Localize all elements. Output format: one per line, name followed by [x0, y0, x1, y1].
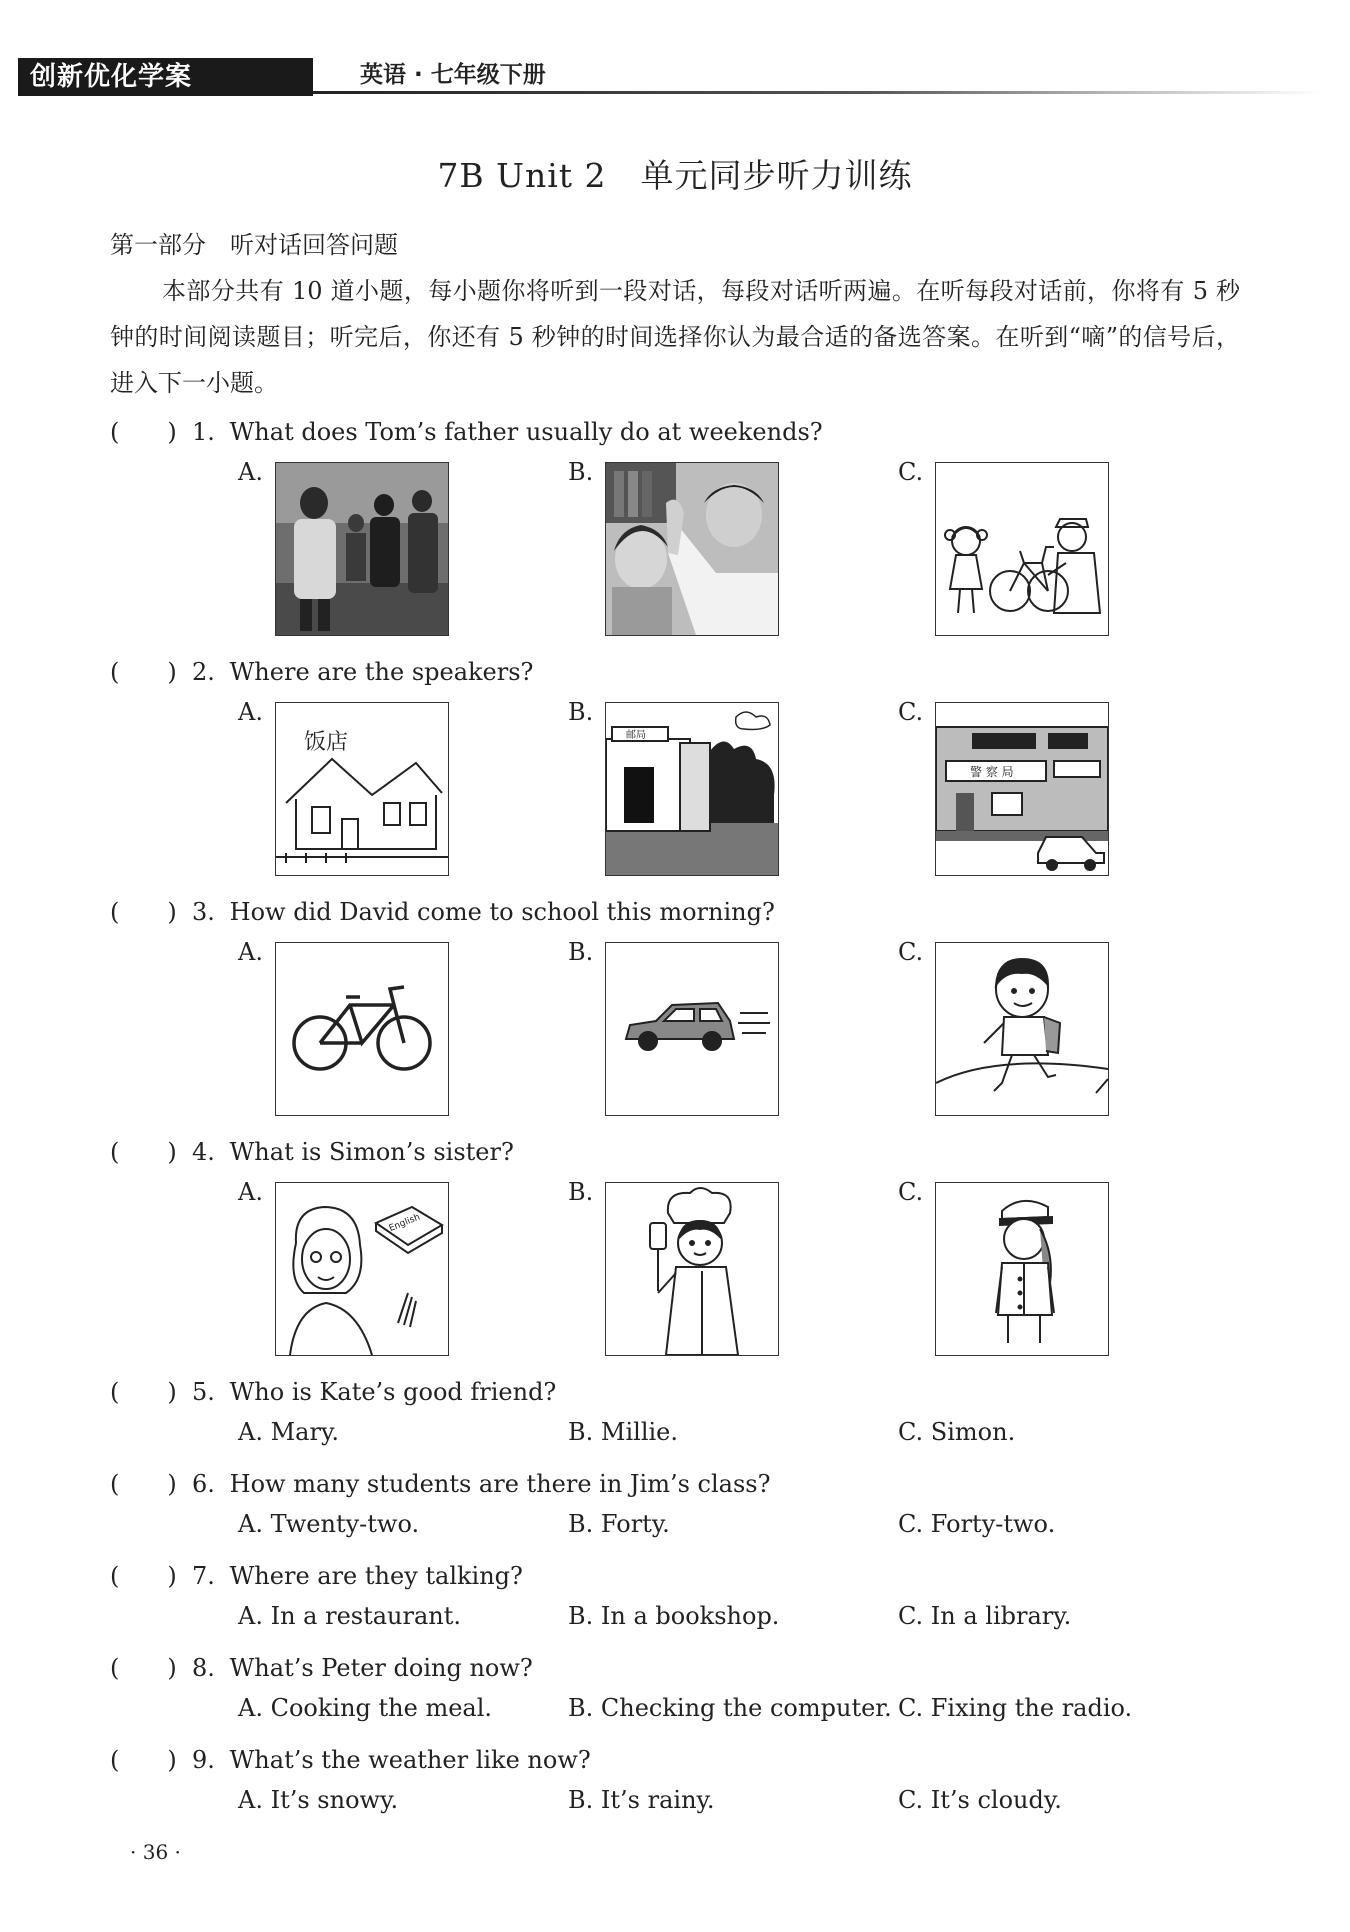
option-image-a[interactable]: [275, 462, 449, 636]
question-2: [110, 652, 533, 687]
post-office-icon: [606, 703, 778, 875]
option-label: B.: [568, 1178, 594, 1206]
choice-c[interactable]: C. Fixing the radio.: [898, 1694, 1133, 1722]
choice-a[interactable]: A. Mary.: [238, 1418, 339, 1446]
question-1: [110, 412, 823, 447]
question-number: 7.: [192, 1562, 215, 1590]
answer-blank[interactable]: ( ): [110, 898, 177, 926]
svg-text:警 察 局: 警 察 局: [970, 765, 1014, 779]
option-image-c[interactable]: [935, 1182, 1109, 1356]
instructions: 本部分共有 10 道小题，每小题你将听到一段对话，每段对话听两遍。在听每段对话前，你将有 5 秒钟的时间阅读题目；听完后，你还有 5 秒钟的时间选择你认为最合适的备选答案。在听到“嘀”的信号后，进入下一小题。: [110, 277, 1240, 397]
choice-c[interactable]: C. Forty-two.: [898, 1510, 1056, 1538]
header-rule: [313, 91, 1323, 94]
people-walking-photo-icon: [276, 463, 448, 635]
question-number: 4.: [192, 1138, 215, 1166]
option-label: B.: [568, 938, 594, 966]
svg-text:邮局: 邮局: [626, 730, 646, 741]
option-label: B.: [568, 458, 594, 486]
option-label: C.: [898, 698, 924, 726]
question-5: [110, 1372, 556, 1407]
question-9: [110, 1740, 591, 1775]
hotel-house-icon: [276, 703, 448, 875]
question-number: 1.: [192, 418, 215, 446]
bicycle-icon: [276, 943, 448, 1115]
answer-blank[interactable]: ( ): [110, 1470, 177, 1498]
choice-b[interactable]: B. Checking the computer.: [568, 1694, 892, 1722]
choice-a[interactable]: A. Cooking the meal.: [238, 1694, 493, 1722]
question-text: How did David come to school this morning?: [229, 898, 775, 926]
page-number: · 36 ·: [130, 1840, 181, 1864]
choice-b[interactable]: B. Millie.: [568, 1418, 679, 1446]
question-text: What’s Peter doing now?: [229, 1654, 533, 1682]
question-number: 5.: [192, 1378, 215, 1406]
question-4: [110, 1132, 514, 1167]
question-6: [110, 1464, 770, 1499]
question-text: How many students are there in Jim’s class?: [229, 1470, 771, 1498]
option-image-b[interactable]: [605, 1182, 779, 1356]
option-image-a[interactable]: [275, 702, 449, 876]
choice-c[interactable]: C. Simon.: [898, 1418, 1016, 1446]
choice-a[interactable]: A. Twenty-two.: [238, 1510, 420, 1538]
answer-blank[interactable]: ( ): [110, 1378, 177, 1406]
subject-label: 英语 · 七年级下册: [360, 62, 546, 88]
option-label: C.: [898, 1178, 924, 1206]
option-label: C.: [898, 938, 924, 966]
question-number: 3.: [192, 898, 215, 926]
cook-icon: [606, 1183, 778, 1355]
option-label: A.: [238, 1178, 263, 1206]
question-text: Who is Kate’s good friend?: [229, 1378, 557, 1406]
option-image-b[interactable]: [605, 462, 779, 636]
option-image-b[interactable]: [605, 942, 779, 1116]
choice-a[interactable]: A. In a restaurant.: [238, 1602, 462, 1630]
svg-text:饭店: 饭店: [304, 730, 349, 755]
teacher-woman-icon: [276, 1183, 448, 1355]
question-number: 8.: [192, 1654, 215, 1682]
option-image-c[interactable]: [935, 702, 1109, 876]
question-7: [110, 1556, 523, 1591]
svg-text:English: English: [387, 1212, 422, 1234]
question-text: What’s the weather like now?: [229, 1746, 591, 1774]
girl-bike-man-icon: [936, 463, 1108, 635]
police-officer-icon: [936, 1183, 1108, 1355]
choice-b[interactable]: B. Forty.: [568, 1510, 670, 1538]
teacher-and-student-photo-icon: [606, 463, 778, 635]
question-number: 9.: [192, 1746, 215, 1774]
question-text: Where are the speakers?: [229, 658, 534, 686]
answer-blank[interactable]: ( ): [110, 418, 177, 446]
boy-walking-icon: [936, 943, 1108, 1115]
answer-blank[interactable]: ( ): [110, 1562, 177, 1590]
question-8: [110, 1648, 533, 1683]
option-label: A.: [238, 698, 263, 726]
choice-a[interactable]: A. It’s snowy.: [238, 1786, 399, 1814]
option-image-a[interactable]: [275, 1182, 449, 1356]
answer-blank[interactable]: ( ): [110, 658, 177, 686]
choice-c[interactable]: C. It’s cloudy.: [898, 1786, 1062, 1814]
option-label: A.: [238, 458, 263, 486]
car-icon: [606, 943, 778, 1115]
option-image-b[interactable]: [605, 702, 779, 876]
question-text: What does Tom’s father usually do at weekends?: [229, 418, 823, 446]
option-label: A.: [238, 938, 263, 966]
option-label: C.: [898, 458, 924, 486]
book-title: 创新优化学案: [30, 62, 193, 92]
question-3: [110, 892, 775, 927]
option-image-c[interactable]: [935, 462, 1109, 636]
question-text: What is Simon’s sister?: [229, 1138, 514, 1166]
answer-blank[interactable]: ( ): [110, 1654, 177, 1682]
section-heading: 第一部分 听对话回答问题: [110, 231, 398, 259]
option-image-a[interactable]: [275, 942, 449, 1116]
option-image-c[interactable]: [935, 942, 1109, 1116]
answer-blank[interactable]: ( ): [110, 1746, 177, 1774]
option-label: B.: [568, 698, 594, 726]
question-text: Where are they talking?: [229, 1562, 523, 1590]
page-title: 7B Unit 2 单元同步听力训练: [437, 156, 913, 195]
answer-blank[interactable]: ( ): [110, 1138, 177, 1166]
choice-b[interactable]: B. It’s rainy.: [568, 1786, 715, 1814]
choice-c[interactable]: C. In a library.: [898, 1602, 1072, 1630]
question-number: 2.: [192, 658, 215, 686]
choice-b[interactable]: B. In a bookshop.: [568, 1602, 780, 1630]
question-number: 6.: [192, 1470, 215, 1498]
police-station-icon: [936, 703, 1108, 875]
